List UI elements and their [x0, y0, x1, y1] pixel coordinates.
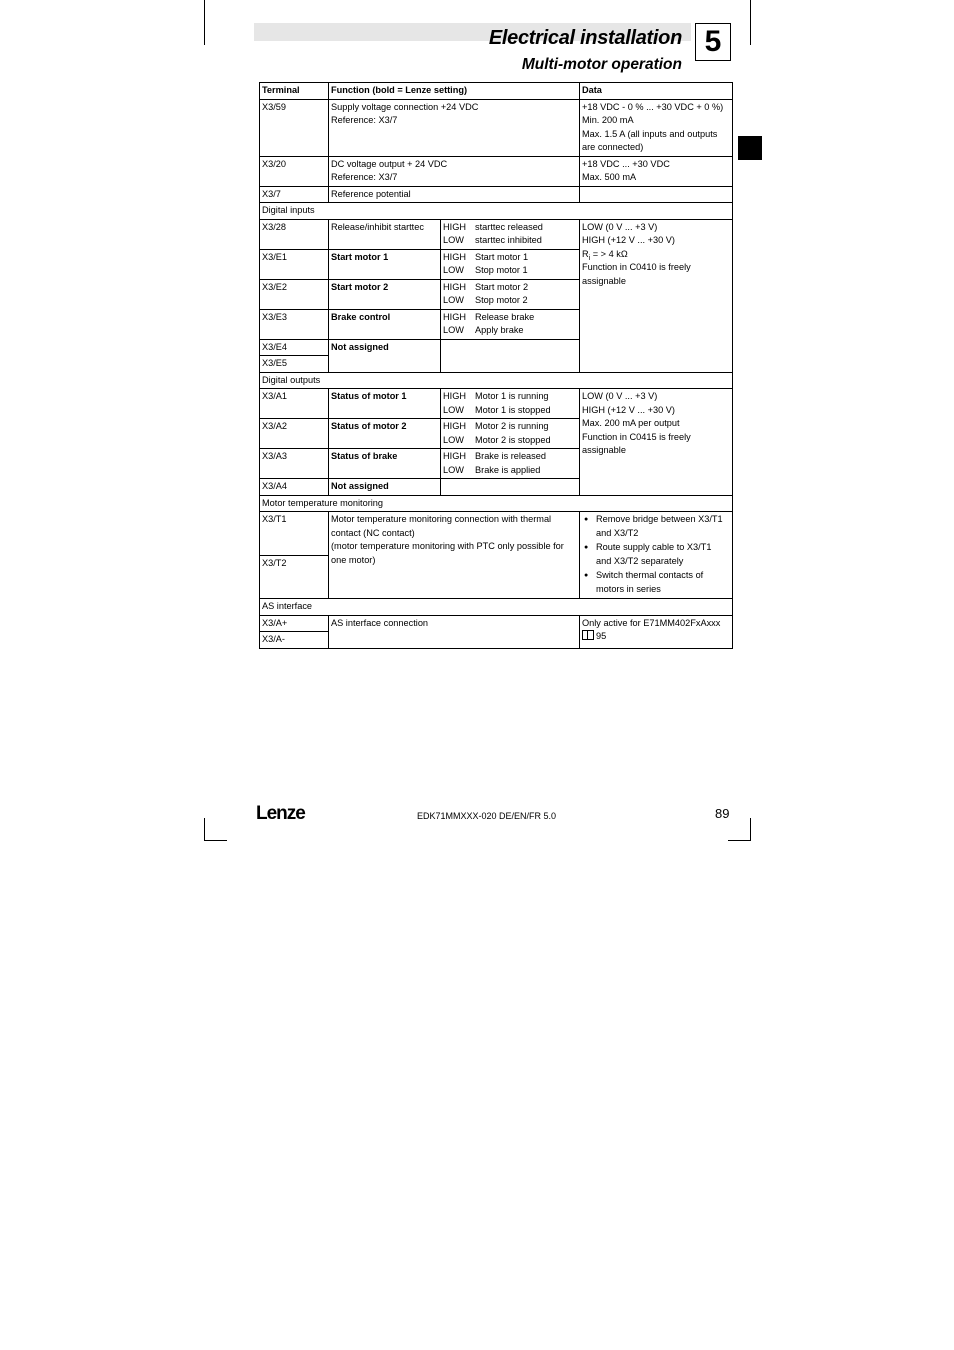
- terminal-cell: X3/E4: [260, 339, 329, 356]
- terminal-cell: X3/E1: [260, 249, 329, 279]
- table-row: [260, 186, 733, 203]
- data-line: HIGH (+12 V ... +30 V): [582, 235, 675, 245]
- terminal-cell: X3/A4: [260, 479, 329, 496]
- level-low: [443, 234, 576, 248]
- section-row: [260, 372, 733, 389]
- data-line: LOW (0 V ... +3 V): [582, 221, 658, 232]
- level-label: LOW: [443, 265, 464, 275]
- level-high: [443, 251, 576, 265]
- terminal-cell: X3/28: [260, 219, 329, 249]
- function-line: Motor temperature monitoring connection with thermal contact (NC contact): [331, 514, 552, 538]
- terminal-cell: X3/E2: [260, 279, 329, 309]
- level-label: HIGH: [443, 421, 466, 431]
- level-cell: [441, 309, 580, 339]
- chapter-tab-marker: [738, 136, 762, 160]
- function-cell: Status of motor 1: [329, 389, 441, 419]
- level-high: [443, 311, 576, 325]
- chapter-number: 5: [695, 23, 731, 61]
- function-line: Reference: X3/7: [331, 115, 398, 125]
- data-line: Max. 500 mA: [582, 172, 637, 182]
- terminal-table: [259, 82, 733, 649]
- terminal-cell: X3/T2: [260, 555, 329, 599]
- function-cell: [329, 156, 580, 186]
- level-cell: [441, 419, 580, 449]
- level-high: [443, 390, 576, 404]
- level-text: Motor 2 is running: [475, 421, 549, 431]
- data-line: Only active for E71MM402FxAxxx: [582, 617, 721, 628]
- level-cell: [441, 339, 580, 372]
- data-cell: [580, 389, 733, 496]
- level-label: HIGH: [443, 221, 466, 232]
- function-cell: Release/inhibit starttec: [329, 219, 441, 249]
- level-high: [443, 420, 576, 434]
- function-cell: [329, 512, 580, 599]
- level-text: Start motor 2: [475, 281, 529, 292]
- terminal-cell: X3/20: [260, 156, 329, 186]
- level-label: LOW: [443, 464, 464, 475]
- terminal-cell: X3/E3: [260, 309, 329, 339]
- terminal-cell: X3/A-: [260, 632, 329, 649]
- level-label: LOW: [443, 404, 464, 415]
- header-terminal: Terminal: [260, 83, 329, 100]
- terminal-cell: X3/7: [260, 186, 329, 203]
- section-row: [260, 203, 733, 220]
- function-line: (motor temperature monitoring with PTC only possible for one motor): [331, 541, 564, 565]
- section-title: Multi-motor operation: [521, 56, 682, 73]
- section-title-digital-outputs: Digital outputs: [260, 372, 733, 389]
- chapter-title: Electrical installation: [488, 27, 682, 49]
- book-icon: [582, 630, 594, 640]
- level-text: Motor 1 is running: [475, 391, 549, 401]
- function-cell: [329, 99, 580, 156]
- function-cell: Status of brake: [329, 449, 441, 479]
- crop-mark: [728, 840, 751, 841]
- terminal-cell: X3/A2: [260, 419, 329, 449]
- level-cell: [441, 389, 580, 419]
- section-title-as-interface: AS interface: [260, 599, 733, 616]
- table-row: [260, 99, 733, 156]
- data-line: Max. 200 mA per output: [582, 418, 680, 428]
- header-function: Function (bold = Lenze setting): [329, 83, 580, 100]
- header-data: Data: [580, 83, 733, 100]
- level-high: [443, 221, 576, 235]
- function-cell: Not assigned: [329, 479, 441, 496]
- terminal-cell: X3/A1: [260, 389, 329, 419]
- terminal-cell: X3/T1: [260, 512, 329, 556]
- page-reference-number: 95: [596, 631, 607, 641]
- level-text: Motor 1 is stopped: [475, 404, 551, 415]
- section-row: [260, 599, 733, 616]
- function-cell: Not assigned: [329, 339, 441, 372]
- bullet-item: ● Remove bridge between X3/T1 and X3/T2: [582, 513, 729, 540]
- data-cell: [580, 99, 733, 156]
- data-line-sub: i: [588, 254, 591, 262]
- data-cell: [580, 186, 733, 203]
- data-line: HIGH (+12 V ... +30 V): [582, 404, 675, 415]
- level-label: HIGH: [443, 281, 466, 292]
- page-number: 89: [715, 806, 730, 821]
- bullet-item: ● Route supply cable to X3/T1 and X3/T2 separately: [582, 541, 729, 568]
- table-row: [260, 512, 733, 556]
- level-low: [443, 464, 576, 478]
- data-line: +18 VDC - 0 % ... +30 VDC + 0 %): [582, 101, 724, 112]
- level-high: [443, 450, 576, 464]
- bullet-list: [582, 513, 729, 596]
- level-text: Stop motor 1: [475, 265, 528, 275]
- level-text: starttec inhibited: [475, 235, 542, 245]
- data-cell: [580, 615, 733, 648]
- section-title-motor-temperature: Motor temperature monitoring: [260, 495, 733, 512]
- terminal-cell: X3/E5: [260, 356, 329, 373]
- table-row: [260, 389, 733, 419]
- level-label: HIGH: [443, 251, 466, 262]
- crop-mark: [750, 818, 751, 841]
- level-text: Start motor 1: [475, 251, 529, 262]
- level-text: starttec released: [475, 221, 543, 232]
- function-cell: Start motor 1: [329, 249, 441, 279]
- level-cell: [441, 479, 580, 496]
- data-line: +18 VDC ... +30 VDC: [582, 158, 670, 169]
- document-id: EDK71MMXXX-020 DE/EN/FR 5.0: [417, 811, 557, 821]
- level-low: [443, 264, 576, 278]
- level-label: LOW: [443, 295, 464, 305]
- table-row: [260, 219, 733, 249]
- level-cell: [441, 219, 580, 249]
- level-cell: [441, 279, 580, 309]
- function-line: DC voltage output + 24 VDC: [331, 158, 448, 169]
- table-row: [260, 615, 733, 632]
- level-low: [443, 434, 576, 448]
- data-line: Min. 200 mA: [582, 115, 634, 125]
- level-label: HIGH: [443, 451, 466, 461]
- data-cell: [580, 156, 733, 186]
- table-header-row: [260, 83, 733, 100]
- level-label: HIGH: [443, 391, 466, 401]
- function-line: Supply voltage connection +24 VDC: [331, 101, 479, 112]
- level-text: Motor 2 is stopped: [475, 434, 551, 445]
- data-line: LOW (0 V ... +3 V): [582, 391, 658, 401]
- function-cell: AS interface connection: [329, 615, 580, 648]
- level-text: Apply brake: [475, 325, 524, 335]
- level-label: HIGH: [443, 311, 466, 322]
- data-cell: [580, 219, 733, 372]
- level-low: [443, 404, 576, 418]
- crop-mark: [204, 0, 205, 45]
- function-cell: Start motor 2: [329, 279, 441, 309]
- function-cell: Brake control: [329, 309, 441, 339]
- terminal-cell: X3/A+: [260, 615, 329, 632]
- data-line-prefix: R: [582, 248, 589, 259]
- level-label: LOW: [443, 325, 464, 335]
- level-label: LOW: [443, 235, 464, 245]
- crop-mark: [204, 818, 205, 841]
- data-cell: [580, 512, 733, 599]
- crop-mark: [204, 840, 227, 841]
- crop-mark: [750, 0, 751, 45]
- section-title-digital-inputs: Digital inputs: [260, 203, 733, 220]
- page-reference: [582, 630, 729, 644]
- level-label: LOW: [443, 434, 464, 445]
- data-line: Function in C0415 is freely assignable: [582, 431, 691, 455]
- function-cell: Reference potential: [329, 186, 580, 203]
- bullet-item: ● Switch thermal contacts of motors in series: [582, 569, 729, 596]
- level-low: [443, 294, 576, 308]
- lenze-logo: Lenze: [256, 803, 305, 824]
- data-line: Max. 1.5 A (all inputs and outputs are connected): [582, 128, 718, 152]
- data-line: [582, 248, 729, 262]
- terminal-cell: X3/59: [260, 99, 329, 156]
- data-line-suffix: = > 4 kΩ: [590, 248, 628, 259]
- terminal-cell: X3/A3: [260, 449, 329, 479]
- level-low: [443, 324, 576, 338]
- level-high: [443, 281, 576, 295]
- data-line: Function in C0410 is freely assignable: [582, 262, 691, 286]
- section-row: [260, 495, 733, 512]
- level-text: Release brake: [475, 311, 535, 322]
- level-text: Brake is released: [475, 451, 546, 461]
- level-cell: [441, 249, 580, 279]
- function-line: Reference: X3/7: [331, 172, 398, 182]
- level-cell: [441, 449, 580, 479]
- level-text: Stop motor 2: [475, 295, 528, 305]
- table-row: [260, 156, 733, 186]
- level-text: Brake is applied: [475, 464, 541, 475]
- function-cell: Status of motor 2: [329, 419, 441, 449]
